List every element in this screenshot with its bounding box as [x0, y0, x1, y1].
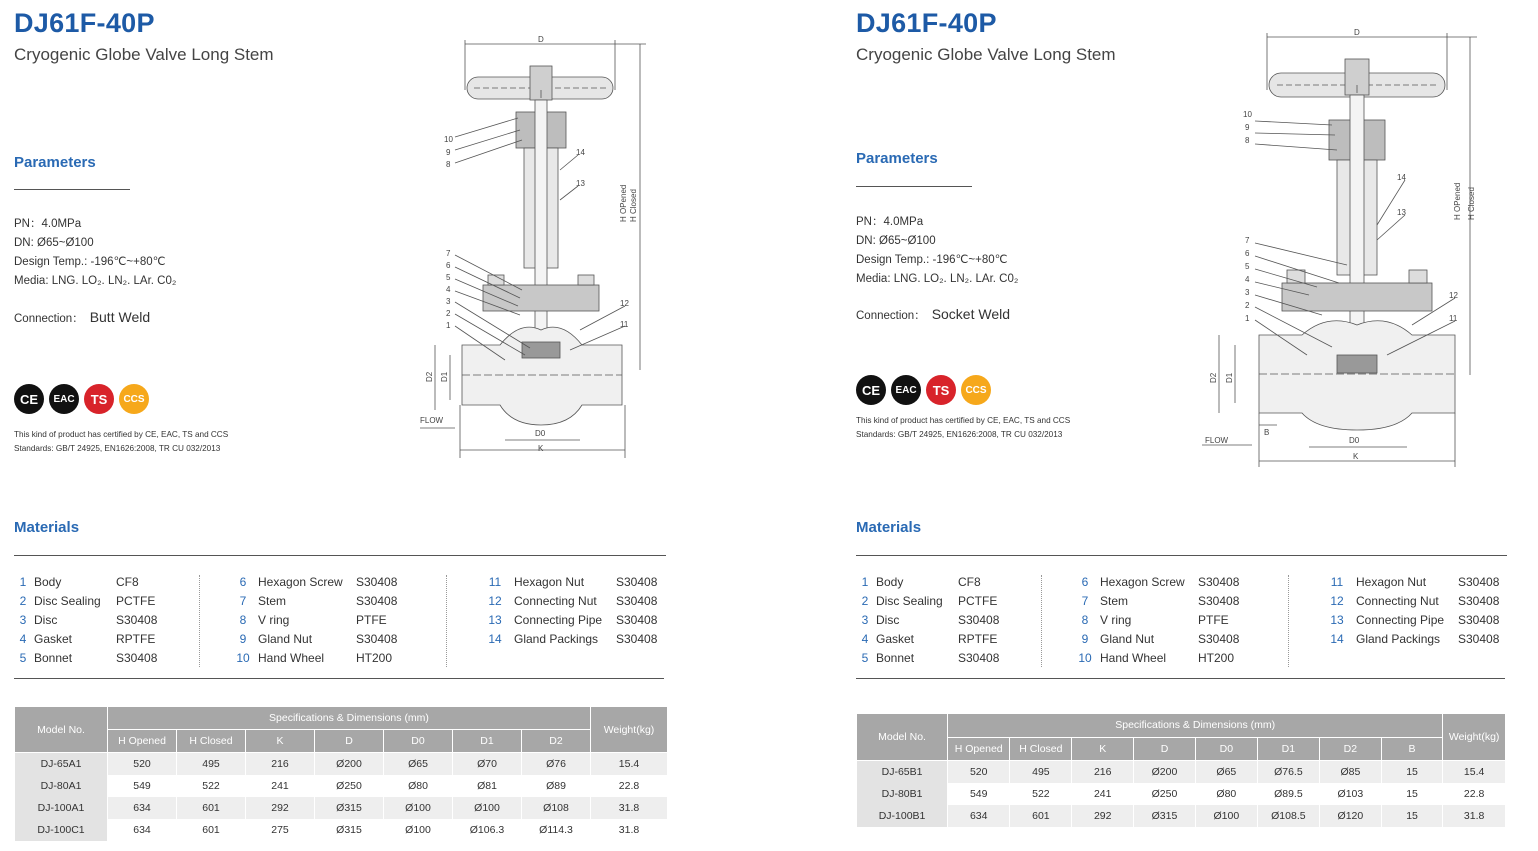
connection-value: Socket Weld	[931, 306, 1011, 322]
dim-d2-label: D2	[425, 371, 434, 382]
material-row: 8 V ring PTFE	[239, 613, 387, 627]
material-row: 8 V ring PTFE	[1081, 613, 1229, 627]
material-row: 6 Hexagon Screw S30408	[1081, 575, 1240, 589]
material-row: 5 Bonnet S30408	[19, 651, 158, 665]
weight-header: Weight(kg)	[1443, 714, 1506, 761]
ce-badge-icon: CE	[856, 375, 886, 405]
part-ref-12: 12	[1449, 291, 1458, 300]
part-ref-14: 14	[1397, 173, 1406, 182]
dim-d-label: D	[538, 35, 544, 44]
flow-label: FLOW	[420, 416, 444, 425]
valve-drawing	[410, 30, 670, 465]
materials-heading: Materials	[856, 519, 922, 536]
connection-info	[14, 309, 150, 326]
material-row: 9 Gland Nut S30408	[1081, 632, 1240, 646]
param-media: Media: LNG. LO₂. LN₂. LAr. C0₂	[14, 275, 177, 287]
part-ref-8: 8	[446, 160, 451, 169]
material-row: 11 Hexagon Nut S30408	[488, 575, 658, 589]
materials-column-2	[234, 573, 444, 668]
model-title: DJ61F-40P	[14, 8, 155, 38]
col-header: D0	[1195, 737, 1257, 761]
spec-table	[856, 713, 1506, 827]
part-ref-9: 9	[446, 148, 451, 157]
certification-badges	[14, 384, 149, 414]
certification-badges	[856, 375, 991, 405]
part-ref-5: 5	[446, 273, 451, 282]
connection-value: Butt Weld	[89, 309, 151, 325]
dim-h-opened-label: H OPened	[1453, 182, 1462, 220]
material-row: 4 Gasket RPTFE	[861, 632, 998, 646]
part-ref-2: 2	[446, 309, 451, 318]
material-row: 2 Disc Sealing PCTFE	[861, 594, 998, 608]
materials-heading: Materials	[14, 519, 80, 536]
datasheet-panel-socket-weld	[842, 0, 1538, 851]
param-pn: PN：4.0MPa	[856, 216, 924, 228]
material-row: 3 Disc S30408	[19, 613, 158, 627]
ccs-badge-icon: CCS	[119, 384, 149, 414]
product-subtitle: Cryogenic Globe Valve Long Stem	[856, 45, 1116, 64]
col-header: B	[1381, 737, 1442, 761]
materials-divider-top	[14, 555, 666, 556]
col-header: D1	[453, 730, 522, 753]
dim-d1-label: D1	[440, 371, 449, 382]
certification-note	[856, 414, 1070, 442]
spec-table	[14, 706, 668, 841]
part-ref-10: 10	[444, 135, 453, 144]
material-row: 7 Stem S30408	[239, 594, 398, 608]
material-row: 4 Gasket RPTFE	[19, 632, 156, 646]
col-header: D2	[1319, 737, 1381, 761]
materials-divider-top	[856, 555, 1507, 556]
materials-list	[856, 573, 1508, 668]
table-row: DJ-80B1 549 522 241 Ø250 Ø80 Ø89.5 Ø103 15 22.8	[857, 783, 1506, 805]
material-row: 9 Gland Nut S30408	[239, 632, 398, 646]
material-row: 10 Hand Wheel HT200	[1078, 651, 1235, 665]
part-ref-11: 11	[620, 320, 629, 329]
part-ref-8: 8	[1245, 136, 1250, 145]
col-header: H Opened	[108, 730, 177, 753]
part-ref-13: 13	[576, 179, 585, 188]
col-header: D0	[384, 730, 453, 753]
weight-header: Weight(kg)	[591, 707, 668, 753]
dim-d2-label: D2	[1209, 372, 1218, 383]
materials-separator	[1041, 575, 1042, 667]
cert-statement: This kind of product has certified by CE, EAC, TS and CCS	[856, 416, 1071, 425]
part-ref-10: 10	[1243, 110, 1252, 119]
part-ref-13: 13	[1397, 208, 1406, 217]
standards-statement: Standards: GB/T 24925, EN1626:2008, TR CU 032/2013	[856, 430, 1063, 439]
table-row: DJ-100C1 634 601 275 Ø315 Ø100 Ø106.3 Ø114.3 31.8	[15, 819, 668, 841]
material-row: 1 Body CF8	[19, 575, 139, 589]
col-header: H Closed	[177, 730, 246, 753]
model-header: Model No.	[857, 714, 948, 761]
parameters-divider	[856, 186, 972, 187]
materials-column-1	[856, 573, 1036, 668]
dim-h-opened-label: H OPened	[619, 184, 628, 222]
dim-h-closed-label: H Closed	[629, 189, 638, 222]
material-row: 11 Hexagon Nut S30408	[1330, 575, 1500, 589]
parameters-divider	[14, 189, 130, 190]
dim-d0-label: D0	[535, 429, 546, 438]
materials-separator	[1288, 575, 1289, 667]
part-ref-14: 14	[576, 148, 585, 157]
part-ref-5: 5	[1245, 262, 1250, 271]
part-ref-9: 9	[1245, 123, 1250, 132]
flow-label: FLOW	[1205, 436, 1229, 445]
col-header: D1	[1257, 737, 1319, 761]
spec-group-header: Specifications & Dimensions (mm)	[108, 707, 591, 730]
connection-label: Connection：	[856, 310, 926, 322]
datasheet-panel-butt-weld	[0, 0, 690, 851]
parameters-list	[14, 215, 176, 291]
col-header: K	[246, 730, 315, 753]
part-ref-3: 3	[1245, 288, 1250, 297]
table-row: DJ-65B1 520 495 216 Ø200 Ø65 Ø76.5 Ø85 15 15.4	[857, 761, 1506, 784]
dim-b-label: B	[1264, 428, 1270, 437]
ccs-badge-icon: CCS	[961, 375, 991, 405]
col-header: K	[1072, 737, 1134, 761]
connection-info	[856, 306, 1010, 323]
table-row: DJ-80A1 549 522 241 Ø250 Ø80 Ø81 Ø89 22.8	[15, 775, 668, 797]
part-ref-6: 6	[1245, 249, 1250, 258]
col-header: H Closed	[1010, 737, 1072, 761]
valve-drawing	[1197, 25, 1487, 470]
material-row: 1 Body CF8	[861, 575, 981, 589]
material-row: 12 Connecting Nut S30408	[488, 594, 658, 608]
part-ref-3: 3	[446, 297, 451, 306]
dim-d-label: D	[1354, 28, 1360, 37]
dim-k-label: K	[1353, 452, 1359, 461]
material-row: 13 Connecting Pipe S30408	[488, 613, 658, 627]
col-header: H Opened	[948, 737, 1010, 761]
cert-statement: This kind of product has certified by CE, EAC, TS and CCS	[14, 430, 229, 439]
eac-badge-icon: EAC	[49, 384, 79, 414]
material-row: 3 Disc S30408	[861, 613, 1000, 627]
part-ref-2: 2	[1245, 301, 1250, 310]
materials-separator	[199, 575, 200, 667]
standards-statement: Standards: GB/T 24925, EN1626:2008, TR CU 032/2013	[14, 444, 221, 453]
parameters-list	[856, 213, 1018, 289]
model-header: Model No.	[15, 707, 108, 753]
material-row: 14 Gland Packings S30408	[1330, 632, 1500, 646]
param-pn: PN：4.0MPa	[14, 218, 82, 230]
part-ref-11: 11	[1449, 314, 1458, 323]
col-header: D2	[522, 730, 591, 753]
part-ref-7: 7	[446, 249, 451, 258]
dim-h-closed-label: H Closed	[1467, 187, 1476, 220]
dim-d0-label: D0	[1349, 436, 1360, 445]
spec-group-header: Specifications & Dimensions (mm)	[948, 714, 1443, 738]
dim-d1-label: D1	[1225, 372, 1234, 383]
parameters-heading: Parameters	[14, 154, 96, 171]
table-row: DJ-100A1 634 601 292 Ø315 Ø100 Ø100 Ø108 31.8	[15, 797, 668, 819]
eac-badge-icon: EAC	[891, 375, 921, 405]
part-ref-1: 1	[1245, 314, 1250, 323]
material-row: 13 Connecting Pipe S30408	[1330, 613, 1500, 627]
materials-column-3	[486, 573, 666, 649]
material-row: 14 Gland Packings S30408	[488, 632, 658, 646]
materials-column-2	[1076, 573, 1286, 668]
material-row: 5 Bonnet S30408	[861, 651, 1000, 665]
product-subtitle: Cryogenic Globe Valve Long Stem	[14, 45, 274, 64]
materials-column-1	[14, 573, 194, 668]
param-temp: Design Temp.: -196℃~+80℃	[14, 256, 166, 268]
material-row: 7 Stem S30408	[1081, 594, 1240, 608]
col-header: D	[1134, 737, 1196, 761]
param-dn: DN: Ø65~Ø100	[14, 237, 94, 249]
param-temp: Design Temp.: -196℃~+80℃	[856, 254, 1008, 266]
part-ref-12: 12	[620, 299, 629, 308]
material-row: 2 Disc Sealing PCTFE	[19, 594, 156, 608]
connection-label: Connection：	[14, 313, 84, 325]
materials-column-3	[1328, 573, 1508, 649]
materials-list	[14, 573, 666, 668]
material-row: 10 Hand Wheel HT200	[236, 651, 393, 665]
part-ref-4: 4	[1245, 275, 1250, 284]
part-ref-4: 4	[446, 285, 451, 294]
parameters-heading: Parameters	[856, 150, 938, 167]
part-ref-7: 7	[1245, 236, 1250, 245]
ts-badge-icon: TS	[84, 384, 114, 414]
table-row: DJ-100B1 634 601 292 Ø315 Ø100 Ø108.5 Ø120 15 31.8	[857, 805, 1506, 827]
col-header: D	[315, 730, 384, 753]
material-row: 6 Hexagon Screw S30408	[239, 575, 398, 589]
certification-note	[14, 428, 228, 456]
part-ref-6: 6	[446, 261, 451, 270]
materials-divider-bottom	[856, 678, 1505, 679]
model-title: DJ61F-40P	[856, 8, 997, 38]
param-dn: DN: Ø65~Ø100	[856, 235, 936, 247]
material-row: 12 Connecting Nut S30408	[1330, 594, 1500, 608]
part-ref-1: 1	[446, 321, 451, 330]
table-row: DJ-65A1 520 495 216 Ø200 Ø65 Ø70 Ø76 15.4	[15, 753, 668, 776]
materials-divider-bottom	[14, 678, 664, 679]
ce-badge-icon: CE	[14, 384, 44, 414]
ts-badge-icon: TS	[926, 375, 956, 405]
param-media: Media: LNG. LO₂. LN₂. LAr. C0₂	[856, 273, 1019, 285]
dim-k-label: K	[538, 444, 544, 453]
materials-separator	[446, 575, 447, 667]
